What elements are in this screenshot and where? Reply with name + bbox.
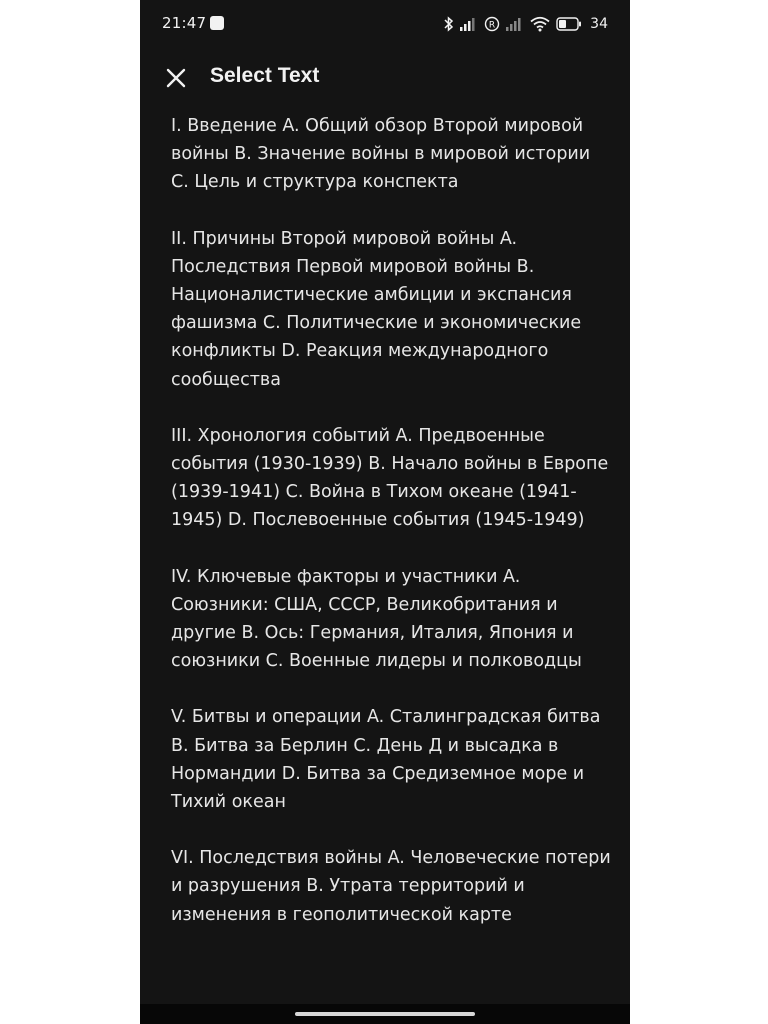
bluetooth-icon (444, 16, 454, 32)
status-icons (444, 14, 608, 34)
signal-2-icon (506, 17, 524, 31)
status-bar (140, 0, 630, 48)
roaming-icon (484, 16, 500, 32)
page-title: Select Text (210, 64, 320, 87)
header (140, 56, 630, 100)
text-paragraph[interactable]: II. Причины Второй мировой войны A. Последствия Первой мировой войны B. Националистические амбиции и экспансия фашизма C. Политические и экономические конфликты D. Реакция международного сообщества (171, 228, 582, 390)
text-paragraph[interactable]: IV. Ключевые факторы и участники A. Союзники: США, СССР, Великобритания и другие B. Ось: Германия, Италия, Япония и союзники C. Военные лидеры и полководцы (171, 566, 582, 672)
text-paragraph[interactable]: VI. Последствия войны A. Человеческие потери и разрушения B. Утрата территорий и изменения в геополитической карте (171, 848, 611, 925)
text-paragraph[interactable]: III. Хронология событий A. Предвоенные события (1930-1939) B. Начало войны в Европе (1939-1941) C. Война в Тихом океане (1941-1945) D. Послевоенные события (1945-1949) (171, 425, 609, 531)
wifi-icon (530, 16, 550, 32)
phone-screen (140, 0, 630, 1024)
status-time: 21:47 (162, 14, 207, 32)
svg-text:R: R (489, 20, 496, 31)
battery-percent: 34 (590, 16, 608, 32)
home-indicator[interactable] (295, 1012, 475, 1016)
notification-app-icon (210, 16, 224, 30)
close-icon (166, 68, 186, 88)
text-paragraph[interactable]: I. Введение A. Общий обзор Второй мировой войны B. Значение войны в мировой истории C. Цель и структура конспекта (171, 116, 591, 193)
signal-icon (460, 17, 478, 31)
text-paragraph[interactable]: V. Битвы и операции A. Сталинградская битва B. Битва за Берлин C. День Д и высадка в Нормандии D. Битва за Средиземное море и Тихий океан (171, 707, 601, 813)
selectable-text-area[interactable] (171, 112, 611, 957)
navigation-bar (140, 1004, 630, 1024)
battery-icon (556, 17, 582, 31)
close-button[interactable] (160, 62, 192, 94)
